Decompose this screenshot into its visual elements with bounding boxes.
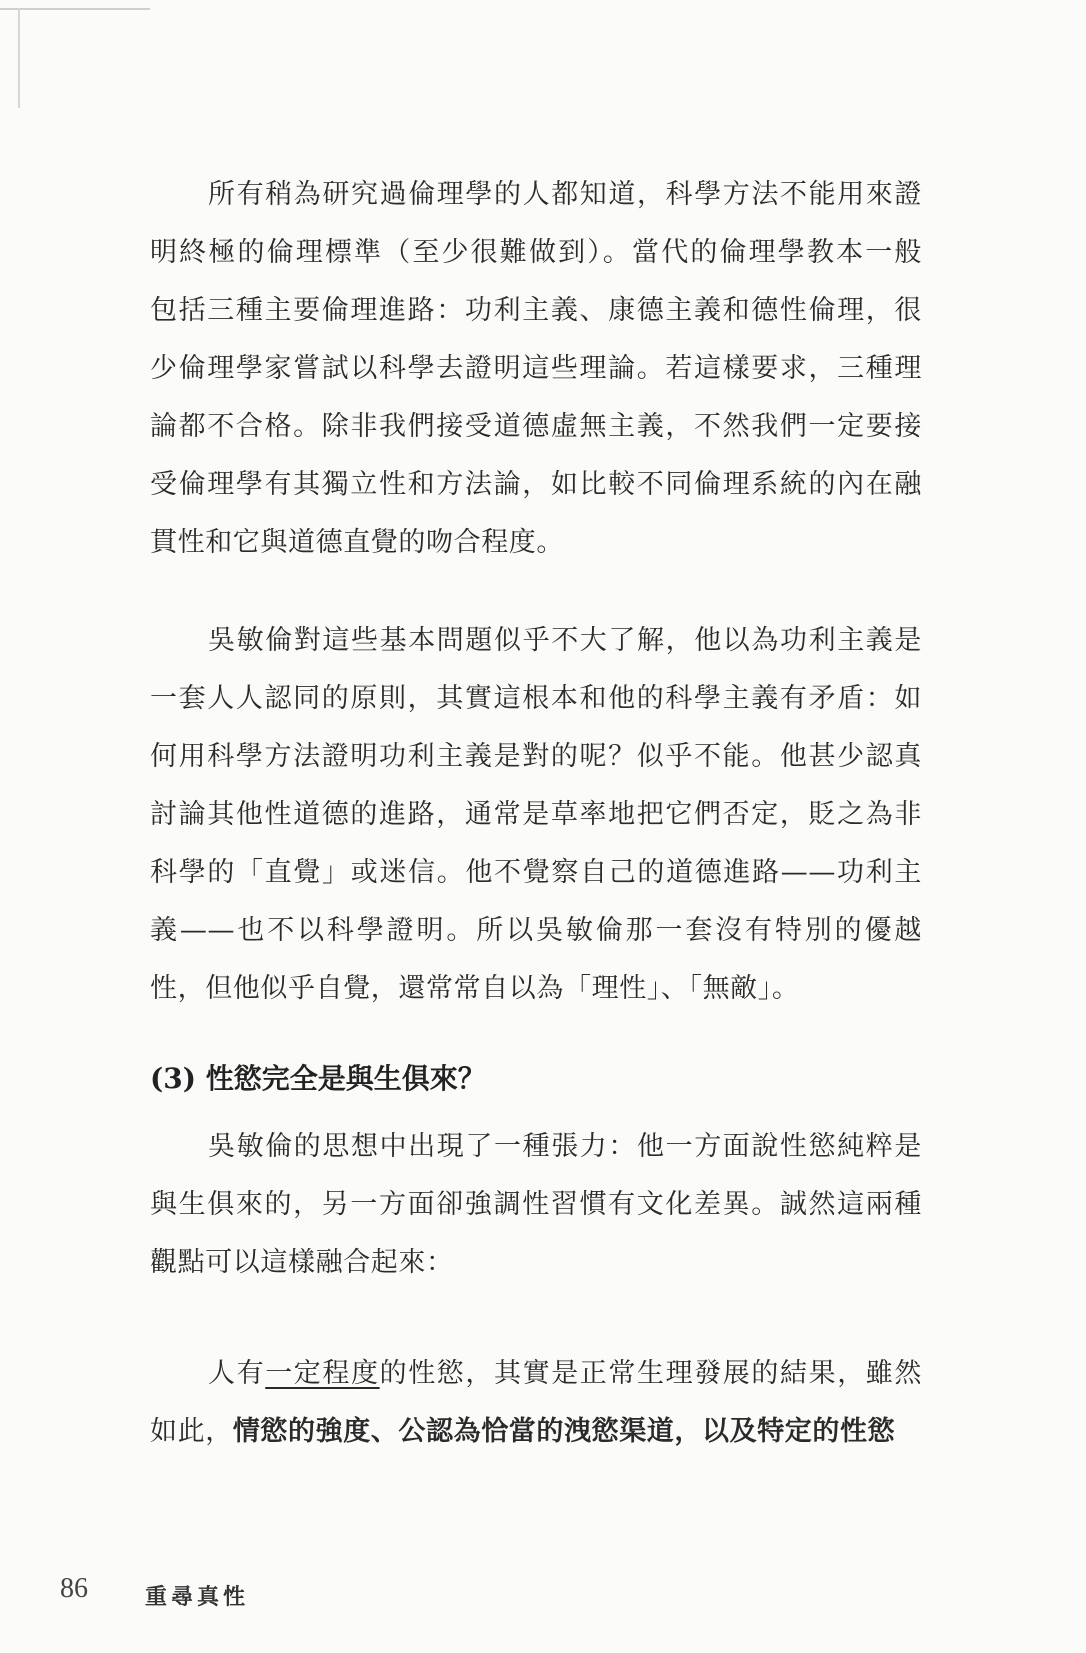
text-line: 吳敏倫對這些基本問題似乎不大了解，他以為功利主義是 bbox=[208, 625, 922, 656]
text-line: 貫性和它與道德直覺的吻合程度。 bbox=[150, 527, 564, 558]
paragraph-2 bbox=[150, 612, 922, 1018]
text-line: 性，但他似乎自覺，還常常自以為「理性」、「無敵」。 bbox=[150, 973, 800, 1004]
text-line: 所有稍為研究過倫理學的人都知道，科學方法不能用來證 bbox=[208, 179, 922, 210]
quote-text: 的性慾，其實是正常生理發展的結果，雖然 bbox=[379, 1358, 922, 1389]
text-line: 吳敏倫的思想中出現了一種張力：他一方面說性慾純粹是 bbox=[208, 1131, 922, 1162]
page-number: 86 bbox=[60, 1573, 88, 1604]
paragraph-1 bbox=[150, 166, 922, 572]
text-line: 觀點可以這樣融合起來： bbox=[150, 1247, 454, 1278]
quote-text: 如此， bbox=[150, 1416, 233, 1447]
text-line: 何用科學方法證明功利主義是對的呢？似乎不能。他甚少認真 bbox=[150, 741, 922, 772]
running-footer-title: 重尋真性 bbox=[145, 1585, 250, 1610]
text-line: 包括三種主要倫理進路：功利主義、康德主義和德性倫理，很 bbox=[150, 295, 922, 326]
scan-edge-mark bbox=[0, 0, 160, 120]
quote-line-1 bbox=[150, 1345, 922, 1403]
text-line: 與生俱來的，另一方面卻強調性習慣有文化差異。誠然這兩種 bbox=[150, 1189, 922, 1220]
quote-text: 人有 bbox=[208, 1358, 266, 1389]
text-line: 明終極的倫理標準（至少很難做到）。當代的倫理學教本一般 bbox=[150, 237, 922, 268]
paragraph-3 bbox=[150, 1118, 922, 1292]
text-line: 討論其他性道德的進路，通常是草率地把它們否定，貶之為非 bbox=[150, 799, 922, 830]
text-line: 科學的「直覺」或迷信。他不覺察自己的道德進路——功利主 bbox=[150, 857, 922, 888]
text-line: 論都不合格。除非我們接受道德虛無主義，不然我們一定要接 bbox=[150, 411, 922, 442]
text-line: 一套人人認同的原則，其實這根本和他的科學主義有矛盾：如 bbox=[150, 683, 922, 714]
text-line: 少倫理學家嘗試以科學去證明這些理論。若這樣要求，三種理 bbox=[150, 353, 922, 384]
section-heading: (3) 性慾完全是與生俱來？ bbox=[150, 1062, 486, 1095]
text-line: 受倫理學有其獨立性和方法論，如比較不同倫理系統的內在融 bbox=[150, 469, 922, 500]
bold-phrase: 情慾的強度、公認為恰當的洩慾渠道，以及特定的性慾 bbox=[232, 1416, 896, 1447]
quote-line-2 bbox=[150, 1403, 922, 1461]
block-quote bbox=[150, 1345, 922, 1461]
underlined-phrase: 一定程度 bbox=[265, 1358, 380, 1389]
text-line: 義——也不以科學證明。所以吳敏倫那一套沒有特別的優越 bbox=[150, 915, 922, 946]
